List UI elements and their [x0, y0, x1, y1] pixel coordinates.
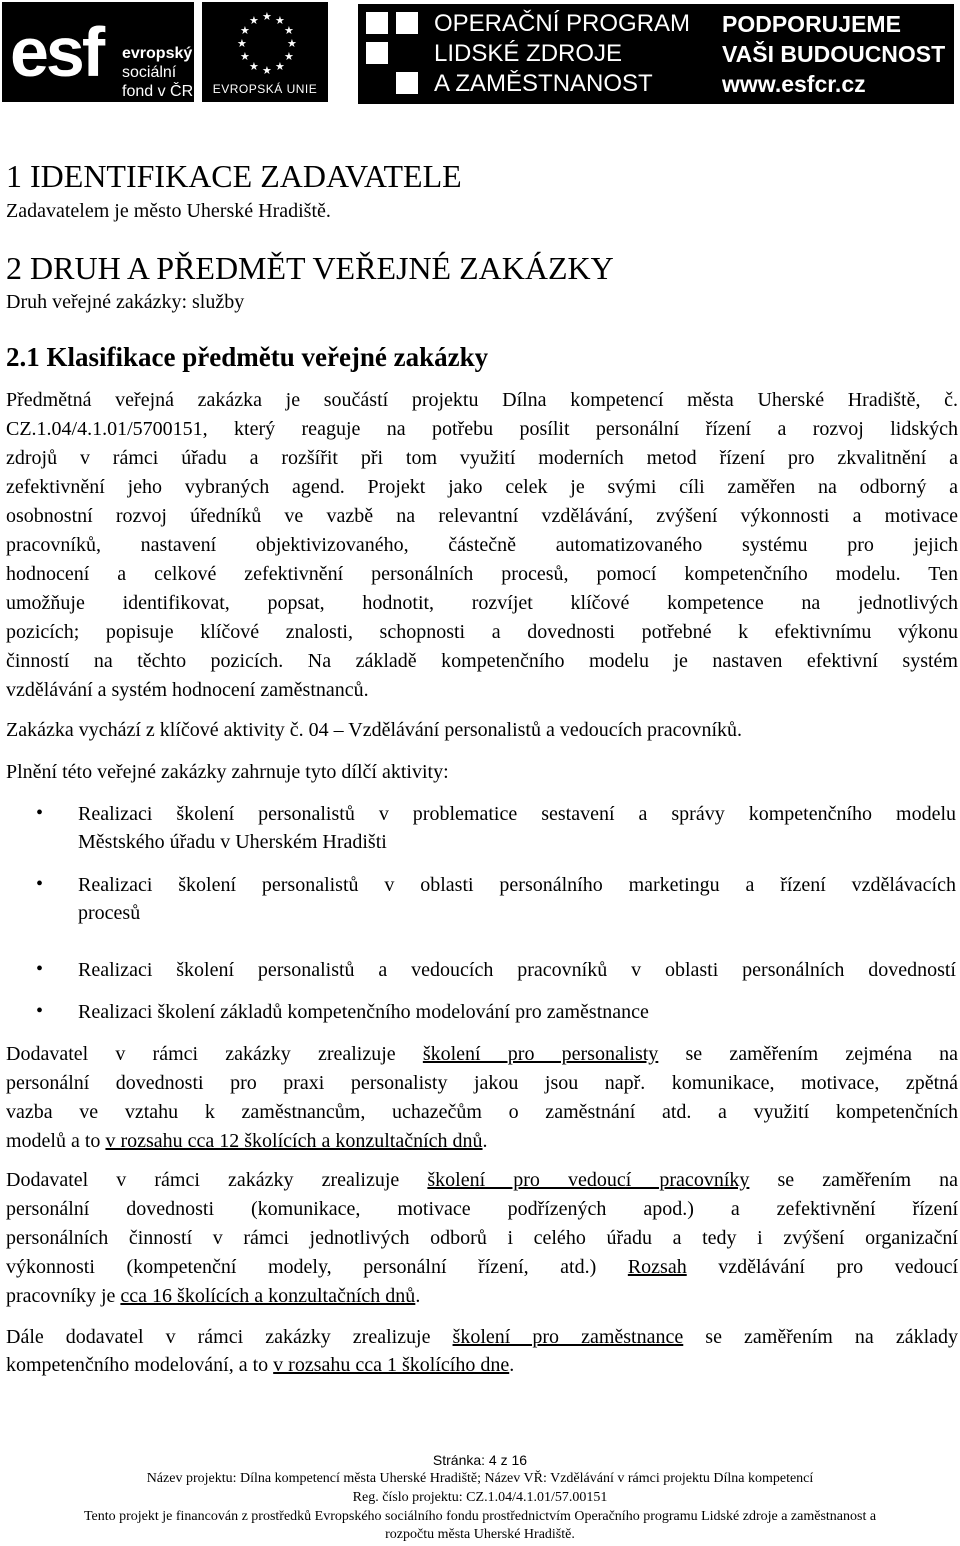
para5-text: Dodavatel v rámci zakázky zrealizuje — [6, 1169, 428, 1191]
para5-text: pracovníky je — [6, 1285, 121, 1307]
svg-text:★: ★ — [240, 50, 250, 63]
footer-project-name: Název projektu: Dílna kompetencí města Uherské Hradiště; Název VŘ: Vzdělávání v rámci projektu Dílna kompetencí — [146, 1471, 814, 1486]
para5-line-1 — [6, 1168, 958, 1192]
para2: Zakázka vychází z klíčové aktivity č. 04 – Vzdělávání personalistů a vedoucích pracovníků. — [6, 719, 743, 741]
para4-text: modelů a to — [6, 1130, 106, 1152]
eu-flag-logo — [202, 2, 328, 102]
para1-line-11: vzdělávání a systém hodnocení zaměstnanců. — [6, 679, 369, 701]
header-logos — [0, 0, 960, 110]
section-1-heading: 1 IDENTIFIKACE ZADAVATELE — [6, 158, 462, 194]
para5-text: . — [415, 1285, 421, 1307]
op-squares-icon — [366, 12, 422, 96]
esf-line-2: sociální — [122, 64, 177, 81]
para6-underline: školení pro zaměstnance — [452, 1326, 684, 1348]
svg-text:★: ★ — [284, 24, 294, 37]
svg-text:★: ★ — [284, 50, 294, 63]
svg-text:★: ★ — [287, 37, 297, 50]
para5-underline: cca 16 školících a konzultačních dnů — [120, 1285, 416, 1307]
para4-line-1 — [6, 1042, 958, 1066]
svg-text:★: ★ — [249, 60, 259, 73]
op-line-1: OPERAČNÍ PROGRAM — [434, 10, 691, 37]
para5-text: se zaměřením na — [749, 1169, 959, 1191]
para5-underline: školení pro vedoucí pracovníky — [427, 1169, 750, 1191]
svg-text:★: ★ — [240, 24, 250, 37]
para1-line-8: umožňuje identifikovat, popsat, hodnotit, rozvíjet klíčové kompetence na jednotlivých — [6, 592, 958, 614]
para6-text: . — [509, 1354, 515, 1376]
para5-text: výkonnosti (kompetenční modely, personální řízení, atd.) — [6, 1256, 628, 1278]
support-url: www.esfcr.cz — [722, 71, 866, 97]
para1-line-1: Předmětná veřejná zakázka je součástí projektu Dílna kompetencí města Uherské Hradiště, č. — [6, 389, 958, 411]
bullet-icon: • — [36, 802, 44, 824]
para4-line-3: vazba ve vztahu k zaměstnancům, uchazečům o zaměstnání atd. a využití kompetenčních — [6, 1101, 958, 1123]
para4-text: se zaměřením zejména na — [658, 1043, 959, 1065]
para6-line-1 — [6, 1325, 958, 1349]
para5-underline: Rozsah — [627, 1256, 687, 1278]
para5-line-4 — [6, 1255, 958, 1279]
para1-line-3: zdrojů v rámci úřadu a rozšířit při tom využití moderních metod řízení pro zkvalitnění a — [6, 447, 958, 469]
para1-line-2: CZ.1.04/4.1.01/5700151, který reaguje na potřebu posílit personální řízení a rozvoj lidských — [6, 418, 958, 440]
bullet-4-line-1: Realizaci školení základů kompetenčního modelování pro zaměstnance — [78, 1001, 649, 1023]
bullet-icon: • — [36, 873, 44, 895]
bullet-icon: • — [36, 1000, 44, 1022]
svg-text:★: ★ — [237, 37, 247, 50]
svg-text:★: ★ — [275, 14, 285, 27]
bullet-1-line-1: Realizaci školení personalistů v problematice sestavení a správy kompetenčního modelu — [78, 803, 956, 825]
para4-line-4 — [6, 1129, 488, 1153]
bullet-2-line-1: Realizaci školení personalistů v oblasti personálního marketingu a řízení vzdělávacích — [78, 874, 956, 896]
section-1-text: Zadavatelem je město Uherské Hradiště. — [6, 200, 331, 222]
esf-logo — [2, 2, 194, 102]
para4-underline: v rozsahu cca 12 školících a konzultačních dnů — [105, 1130, 483, 1152]
eu-label: EVROPSKÁ UNIE — [212, 82, 318, 96]
para1-line-6: pracovníků, nastavení objektivizovaného, částečně automatizovaného systému pro jejich — [6, 534, 958, 556]
footer-budget: rozpočtu města Uherské Hradiště. — [385, 1527, 575, 1542]
bullet-2-line-2: procesů — [78, 902, 141, 924]
para6-text: kompetenčního modelování, a to — [6, 1354, 274, 1376]
para1-line-9: pozicích; popisuje klíčové znalosti, schopnosti a dovednosti potřebné k efektivnímu výkonu — [6, 621, 958, 643]
support-logo — [714, 4, 954, 104]
para1-line-5: osobnostní rozvoj úředníků ve vazbě na relevantní vzdělávání, zvýšení výkonnosti a motivace — [6, 505, 958, 527]
op-line-2: LIDSKÉ ZDROJE — [434, 40, 623, 67]
para6-text: se zaměřením na základy — [683, 1326, 959, 1348]
esf-logo-subtext — [122, 44, 193, 101]
footer-funding: Tento projekt je financován z prostředků Evropského sociálního fondu prostřednictvím Operačního programu Lidské zdroje a zaměstnanost a — [83, 1509, 877, 1524]
section-2-1-heading: 2.1 Klasifikace předmětu veřejné zakázky — [6, 342, 489, 372]
esf-line-3: fond v ČR — [122, 83, 194, 100]
para3: Plnění této veřejné zakázky zahrnuje tyto dílčí aktivity: — [6, 761, 449, 783]
footer-reg-number: Reg. číslo projektu: CZ.1.04/4.1.01/57.00151 — [352, 1490, 608, 1505]
svg-text:★: ★ — [262, 10, 272, 23]
svg-text:★: ★ — [249, 14, 259, 27]
section-2-heading: 2 DRUH A PŘEDMĚT VEŘEJNÉ ZAKÁZKY — [6, 250, 614, 286]
para5-line-3: personálních činností v rámci jednotlivých odborů i celého úřadu a tedy i zvýšení organizační — [6, 1227, 958, 1249]
esf-logo-text: esf — [10, 13, 103, 91]
support-line-2: VAŠI BUDOUCNOST — [722, 41, 946, 67]
bullet-3-line-1: Realizaci školení personalistů a vedoucích pracovníků v oblasti personálních dovedností — [78, 959, 956, 981]
para6-line-2 — [6, 1353, 514, 1377]
para1-line-7: hodnocení a celkové zefektivnění personálních procesů, pomocí kompetenčního modelu. Ten — [6, 563, 958, 585]
svg-text:★: ★ — [275, 60, 285, 73]
op-line-3: A ZAMĚSTNANOST — [434, 70, 653, 97]
para6-underline: v rozsahu cca 1 školícího dne — [273, 1354, 510, 1376]
para4-text: . — [482, 1130, 488, 1152]
para5-line-2: personální dovednosti (komunikace, motivace podřízených apod.) a zefektivnění řízení — [6, 1198, 958, 1220]
svg-text:★: ★ — [262, 64, 272, 76]
para6-text: Dále dodavatel v rámci zakázky zrealizuje — [6, 1326, 453, 1348]
para4-text: Dodavatel v rámci zakázky zrealizuje — [6, 1043, 423, 1065]
para5-text: vzdělávání pro vedoucí — [686, 1256, 959, 1278]
bullet-1-line-2: Městského úřadu v Uherském Hradišti — [78, 831, 387, 853]
para1-line-4: zefektivnění jeho vybraných agend. Projekt jako celek je svými cíli zaměřen na odborný a — [6, 476, 958, 498]
eu-stars-icon — [232, 10, 298, 76]
bullet-icon: • — [36, 958, 44, 980]
page-number: Stránka: 4 z 16 — [432, 1452, 528, 1468]
para1-line-10: činností na těchto pozicích. Na základě kompetenčního modelu je nastaven efektivní systém — [6, 650, 958, 672]
para4-line-2: personální dovednosti pro praxi personalisty jakou jsou např. komunikace, motivace, zpětná — [6, 1072, 958, 1094]
op-logo — [358, 4, 714, 104]
para5-line-5 — [6, 1284, 420, 1308]
esf-line-1: evropský — [122, 45, 193, 62]
para4-underline: školení pro personalisty — [422, 1043, 659, 1065]
support-line-1: PODPORUJEME — [722, 11, 901, 37]
section-2-text: Druh veřejné zakázky: služby — [6, 291, 245, 313]
